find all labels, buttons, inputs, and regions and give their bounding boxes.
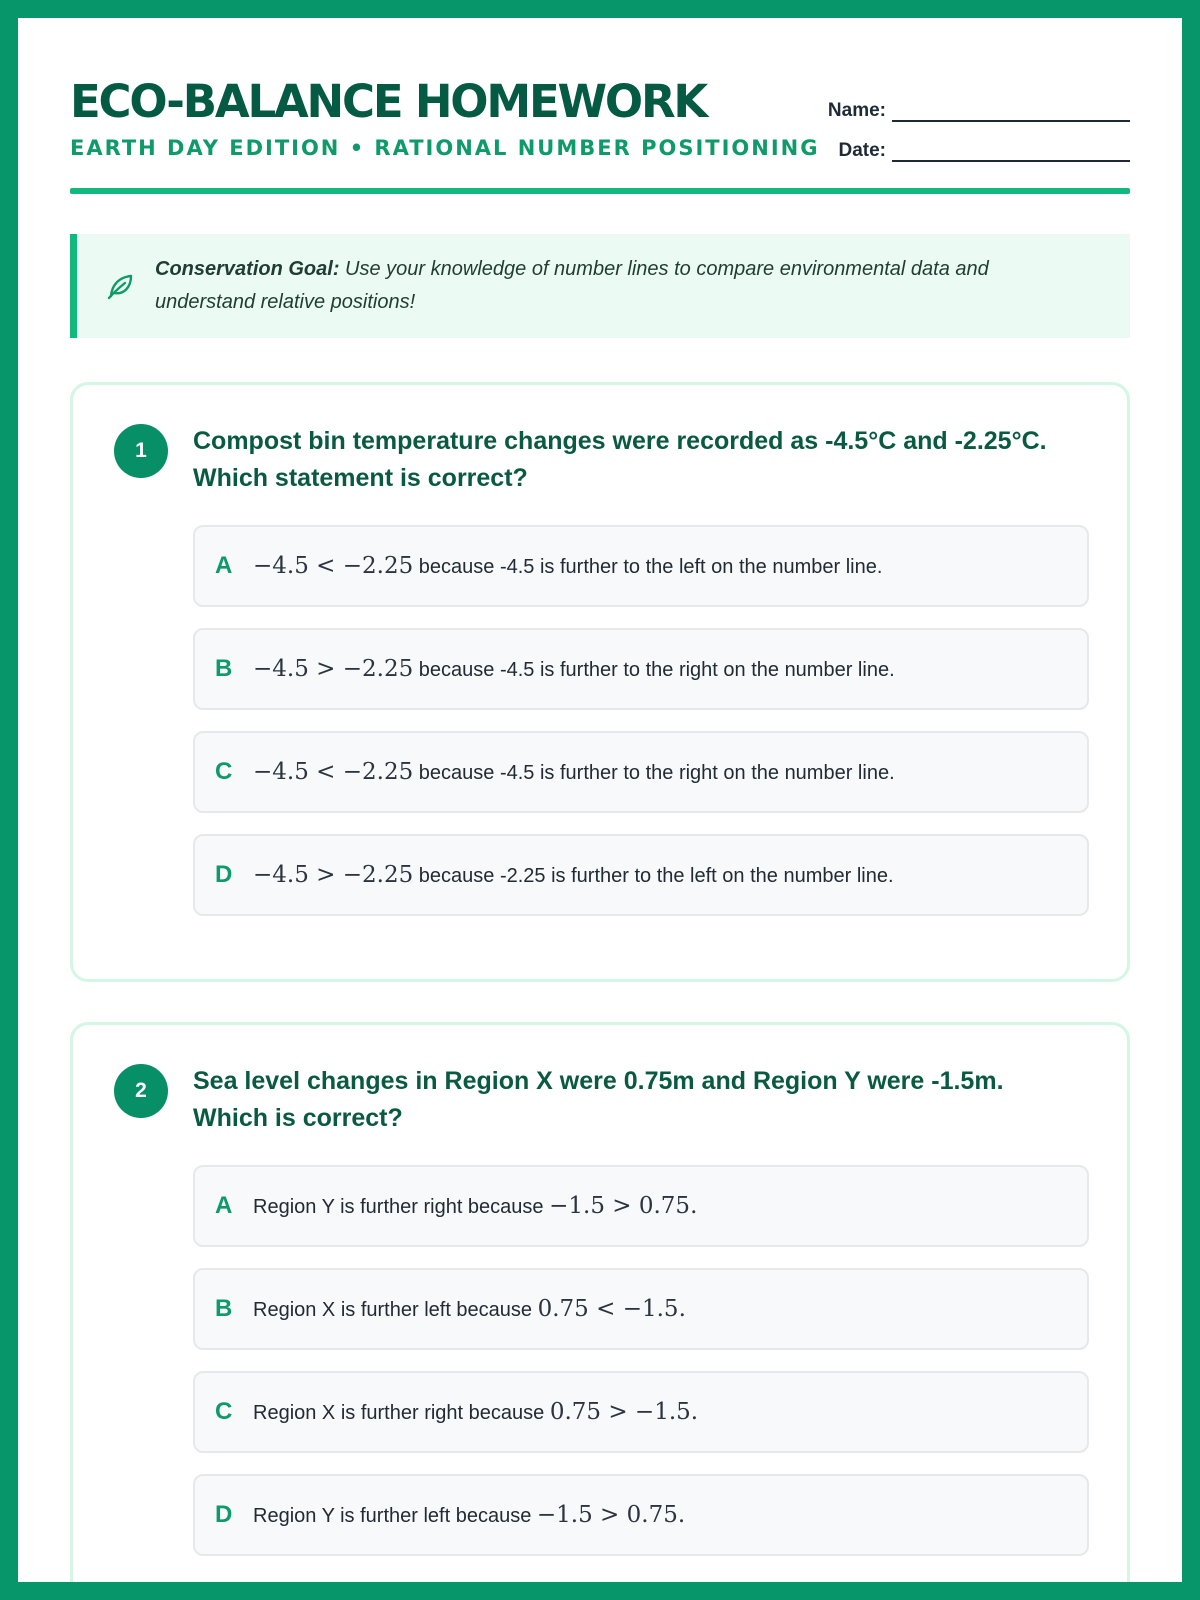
option-math: −1.5 > 0.75. — [536, 1502, 686, 1528]
option-math: −4.5 < −2.25 — [253, 553, 414, 579]
option-letter: B — [215, 1295, 233, 1322]
option-math: −4.5 > −2.25 — [253, 862, 414, 888]
option-2d[interactable] — [193, 1474, 1089, 1556]
option-label: because -2.25 is further to the left on the number line. — [413, 865, 894, 887]
date-field[interactable] — [892, 142, 1130, 162]
student-fields — [810, 86, 1130, 162]
date-row — [810, 126, 1130, 162]
option-letter: A — [215, 552, 233, 579]
header-divider — [70, 188, 1130, 194]
name-label: Name: — [827, 100, 886, 121]
option-math: −4.5 > −2.25 — [253, 656, 414, 682]
leaf-icon — [95, 270, 145, 302]
name-field[interactable] — [892, 102, 1130, 122]
option-label: because -4.5 is further to the right on the number line. — [413, 659, 895, 681]
option-label: Region X is further left because — [253, 1299, 538, 1321]
option-letter: C — [215, 758, 233, 785]
question-number-badge: 2 — [114, 1064, 168, 1118]
option-label: Region X is further right because — [253, 1402, 550, 1424]
question-text: Compost bin temperature changes were recorded as -4.5°C and -2.25°C. Which statement is correct? — [193, 427, 1047, 492]
date-label: Date: — [838, 140, 886, 161]
option-text — [253, 1502, 685, 1528]
option-letter: D — [215, 1501, 233, 1528]
option-text — [253, 656, 895, 682]
option-math: 0.75 > −1.5. — [549, 1399, 699, 1425]
conservation-goal-callout — [70, 234, 1130, 338]
goal-description: Use your knowledge of number lines to compare environmental data and understand relative positions! — [155, 258, 989, 313]
worksheet-page — [18, 18, 1182, 1582]
option-2b[interactable] — [193, 1268, 1089, 1350]
question-text: Sea level changes in Region X were 0.75m and Region Y were -1.5m. Which is correct? — [193, 1067, 1004, 1132]
option-text — [253, 1193, 697, 1219]
option-label: Region Y is further left because — [253, 1505, 537, 1527]
option-letter: D — [215, 861, 233, 888]
option-label: Region Y is further right because — [253, 1196, 550, 1218]
option-2a[interactable] — [193, 1165, 1089, 1247]
option-letter: B — [215, 655, 233, 682]
option-1c[interactable] — [193, 731, 1089, 813]
option-1a[interactable] — [193, 525, 1089, 607]
option-text — [253, 1399, 698, 1425]
option-math: 0.75 < −1.5. — [537, 1296, 686, 1322]
option-letter: A — [215, 1192, 233, 1219]
option-2c[interactable] — [193, 1371, 1089, 1453]
option-text — [253, 1296, 686, 1322]
option-math: −4.5 < −2.25 — [253, 759, 414, 785]
option-letter: C — [215, 1398, 233, 1425]
option-label: because -4.5 is further to the left on the number line. — [413, 556, 883, 578]
option-math: −1.5 > 0.75. — [549, 1193, 698, 1219]
question-number-badge: 1 — [114, 424, 168, 478]
goal-text — [155, 253, 1055, 319]
option-label: because -4.5 is further to the right on the number line. — [413, 762, 895, 784]
goal-label: Conservation Goal: — [155, 258, 340, 280]
option-text — [253, 759, 895, 785]
page-title: ECO-BALANCE HOMEWORK — [70, 75, 707, 128]
option-text — [253, 862, 894, 888]
question-card-1 — [70, 382, 1130, 982]
name-row — [810, 86, 1130, 122]
question-card-2 — [70, 1022, 1130, 1582]
option-text — [253, 553, 882, 579]
option-1d[interactable] — [193, 834, 1089, 916]
page-subtitle: EARTH DAY EDITION • RATIONAL NUMBER POSITIONING — [70, 136, 820, 160]
option-1b[interactable] — [193, 628, 1089, 710]
